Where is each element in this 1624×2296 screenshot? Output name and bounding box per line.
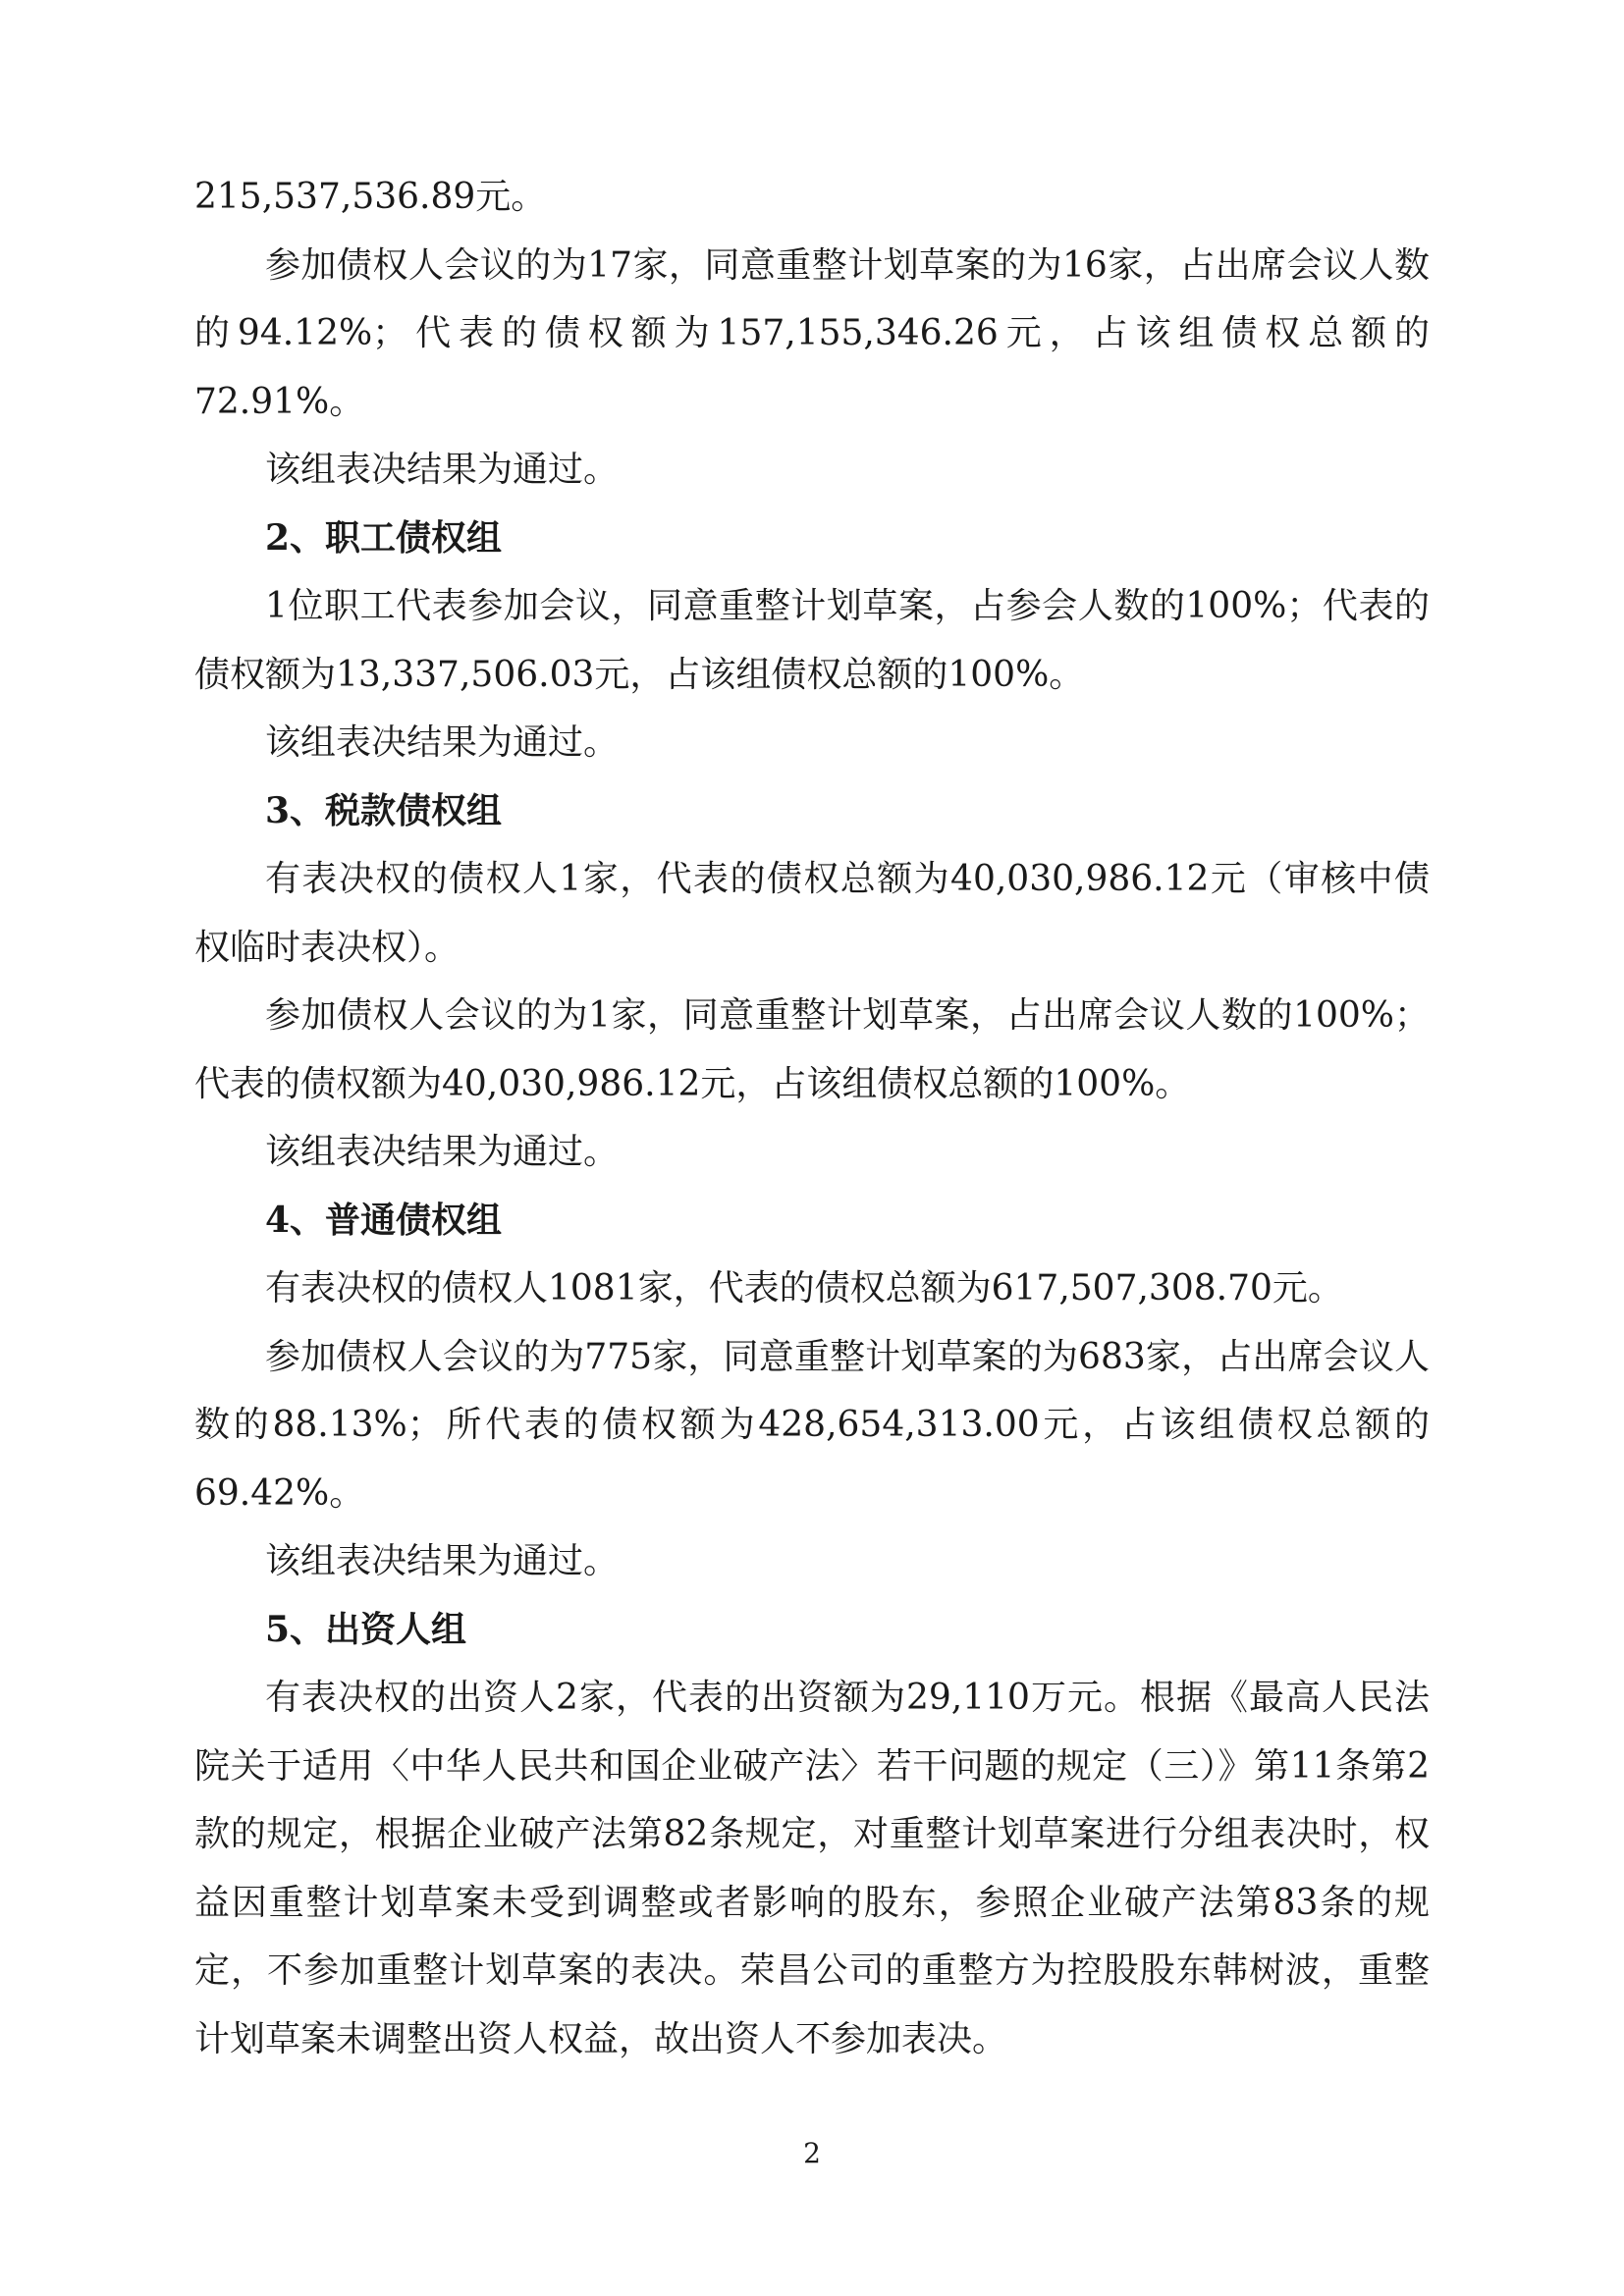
page-number: 2 <box>803 2137 821 2169</box>
paragraph-tax-passed: 该组表决结果为通过。 <box>265 1132 620 1172</box>
heading-tax-claims: 3、税款债权组 <box>265 789 503 831</box>
heading-investor-group: 5、出资人组 <box>265 1608 467 1650</box>
paragraph-employee-vote-result: 1位职工代表参加会议，同意重整计划草案，占参会人数的100%；代表的债权额为13,337,506.03元，占该组债权总额的100%。 <box>194 586 1430 695</box>
paragraph-tax-vote-result: 参加债权人会议的为1家，同意重整计划草案，占出席会议人数的100%；代表的债权额为40,030,986.12元，占该组债权总额的100%。 <box>194 995 1430 1104</box>
paragraph-ordinary-voting-rights: 有表决权的债权人1081家，代表的债权总额为617,507,308.70元。 <box>265 1268 1343 1308</box>
paragraph-amount-carryover: 215,537,536.89元。 <box>194 177 547 217</box>
page-body <box>194 163 1430 2073</box>
heading-ordinary-claims: 4、普通债权组 <box>265 1199 503 1241</box>
paragraph-secured-vote-result: 参加债权人会议的为17家，同意重整计划草案的为16家，占出席会议人数的94.12%；代表的债权额为157,155,346.26元，占该组债权总额的72.91%。 <box>194 244 1430 422</box>
paragraph-ordinary-vote-result: 参加债权人会议的为775家，同意重整计划草案的为683家，占出席会议人数的88.13%；所代表的债权额为428,654,313.00元，占该组债权总额的69.42%。 <box>194 1336 1430 1514</box>
paragraph-investor-group-detail: 有表决权的出资人2家，代表的出资额为29,110万元。根据《最高人民法院关于适用〈中华人民共和国企业破产法〉若干问题的规定（三）》第11条第2款的规定，根据企业破产法第82条规定，对重整计划草案进行分组表决时，权益因重整计划草案未受到调整或者影响的股东，参照企业破产法第83条的规定，不参加重整计划草案的表决。荣昌公司的重整方为控股股东韩树波，重整计划草案未调整出资人权益，故出资人不参加表决。 <box>194 1678 1430 2059</box>
paragraph-tax-voting-rights: 有表决权的债权人1家，代表的债权总额为40,030,986.12元（审核中债权临时表决权）。 <box>194 859 1430 968</box>
heading-employee-claims: 2、职工债权组 <box>265 516 503 559</box>
paragraph-secured-passed: 该组表决结果为通过。 <box>265 450 620 490</box>
paragraph-ordinary-passed: 该组表决结果为通过。 <box>265 1541 620 1581</box>
paragraph-employee-passed: 该组表决结果为通过。 <box>265 722 620 763</box>
